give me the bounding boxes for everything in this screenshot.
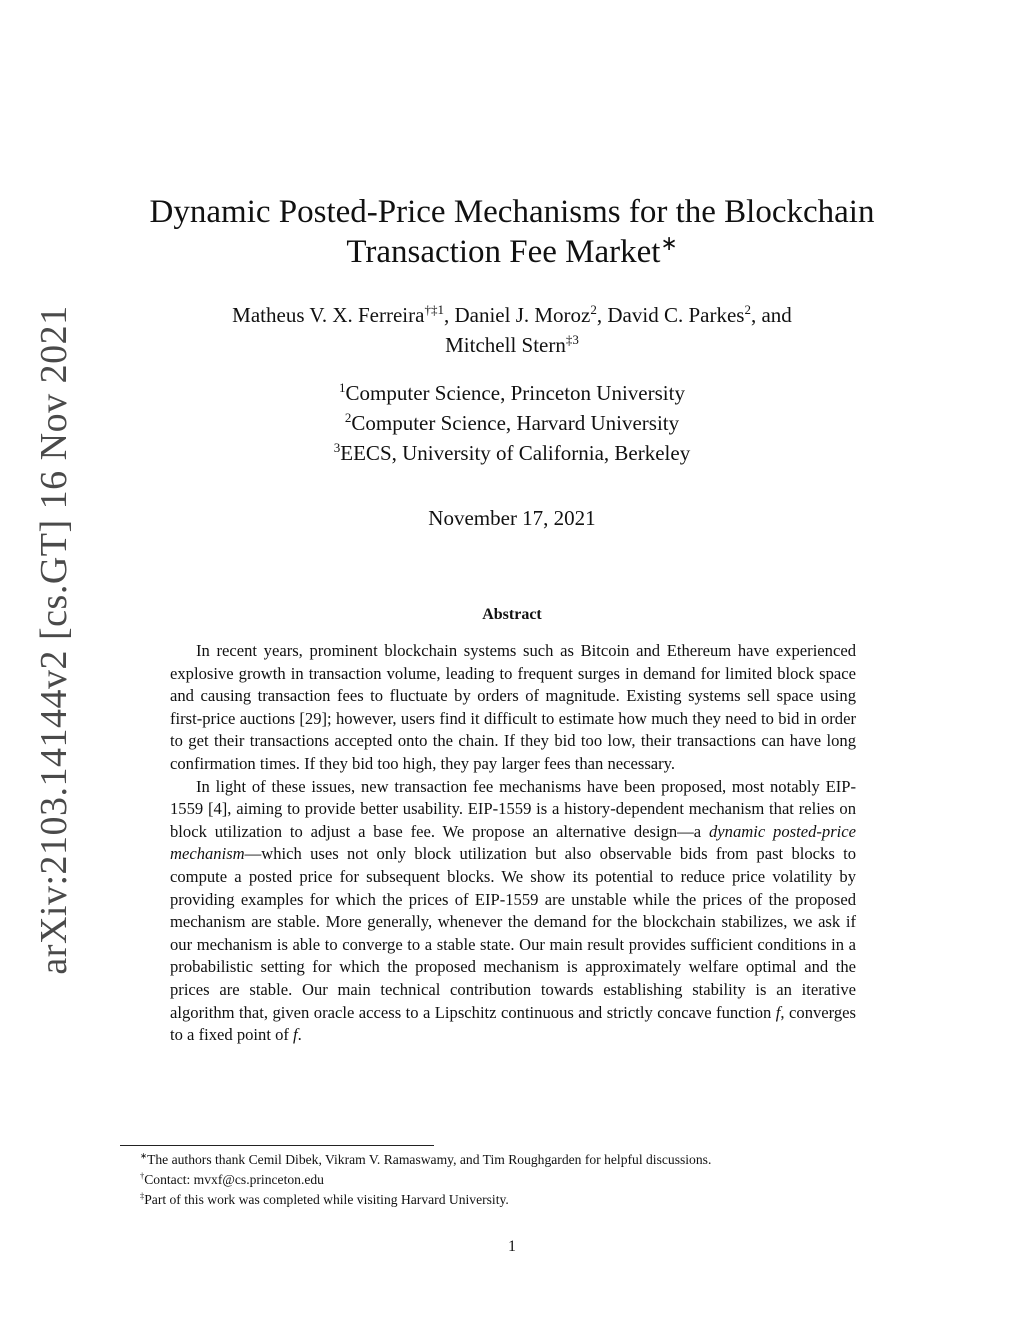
author-stern: Mitchell Stern$^{\ddagger 3}$: [445, 332, 579, 357]
abstract-paragraph-2: In light of these issues, new transaction fee mechanisms have been proposed, most notably EIP-1559 [4], aiming to provide better usability. EIP-1559 is a history-dependent mechanism that relies on block utilization to adjust a base fee. We propose an alternative design—a dynamic posted-price mechanism—which uses not only block utilization but also observable bids from past blocks to compute a posted price for subsequent blocks. We show its potential to reduce price volatility by providing examples for which the prices of EIP-1559 are unstable while the prices of the proposed mechanism are stable. More generally, whenever the demand for the blockchain stabilizes, we ask if our mechanism is able to converge to a stable state. Our main result provides sufficient conditions in a probabilistic setting for which the proposed mechanism is approximately welfare optimal and the prices are stable. Our main technical contribution towards establishing stability is an iterative algorithm that, given oracle access to a Lipschitz continuous and strictly concave function f, converges to a fixed point of f.: [170, 776, 856, 1045]
math-symbol-f: f: [775, 1002, 781, 1022]
paper-title: [100, 192, 924, 272]
arxiv-identifier-stamp: arXiv:2103.14144v2 [cs.GT] 16 Nov 2021: [33, 305, 75, 975]
affiliation-list: [200, 378, 824, 468]
paper-date: November 17, 2021: [428, 506, 596, 530]
emphasized-term: dynamic posted-price mechanism: [170, 821, 856, 864]
title-line-1: Dynamic Posted-Price Mechanisms for the Blockchain: [149, 194, 875, 230]
abstract-body: [170, 640, 856, 1047]
affiliation-item: $^2$Computer Science, Harvard University: [344, 410, 680, 435]
affiliation-item: $^1$Computer Science, Princeton University: [339, 380, 685, 405]
abstract-paragraph-1: In recent years, prominent blockchain systems such as Bitcoin and Ethereum have experienced explosive growth in transaction volume, leading to frequent surges in demand for limited block space and causing transaction fees to fluctuate by orders of magnitude. Existing systems sell space using first-price auctions [29]; however, users find it difficult to estimate how much they need to bid in order to get their transactions accepted onto the chain. If they bid too low, their transactions can have long confirmation times. If they bid too high, they pay larger fees than necessary.: [170, 641, 856, 773]
page-number: 1: [508, 1238, 516, 1255]
author-parkes: David C. Parkes$^2$, and: [607, 302, 792, 327]
footnote-contact: †Contact: mvxf@cs.princeton.edu: [140, 1170, 324, 1187]
affiliation-item: $^3$EECS, University of California, Berkeley: [333, 440, 691, 465]
title-footnote-mark: ∗: [660, 233, 678, 255]
footnote-divider: [120, 1145, 434, 1146]
footnote-list: [140, 1150, 940, 1210]
title-line-2: Transaction Fee Market: [346, 234, 661, 270]
author-list: [140, 300, 884, 360]
author-moroz: Daniel J. Moroz$^2$,: [454, 302, 608, 327]
abstract-heading: Abstract: [482, 606, 542, 623]
footnote-acknowledgment: ∗The authors thank Cemil Dibek, Vikram V. Ramaswamy, and Tim Roughgarden for helpful discussions.: [140, 1150, 712, 1167]
math-symbol-f: f: [293, 1025, 298, 1045]
footnote-visit: ‡Part of this work was completed while visiting Harvard University.: [140, 1190, 509, 1207]
author-ferreira: Matheus V. X. Ferreira$^{\dagger\ddagger 1}$,: [232, 302, 455, 327]
